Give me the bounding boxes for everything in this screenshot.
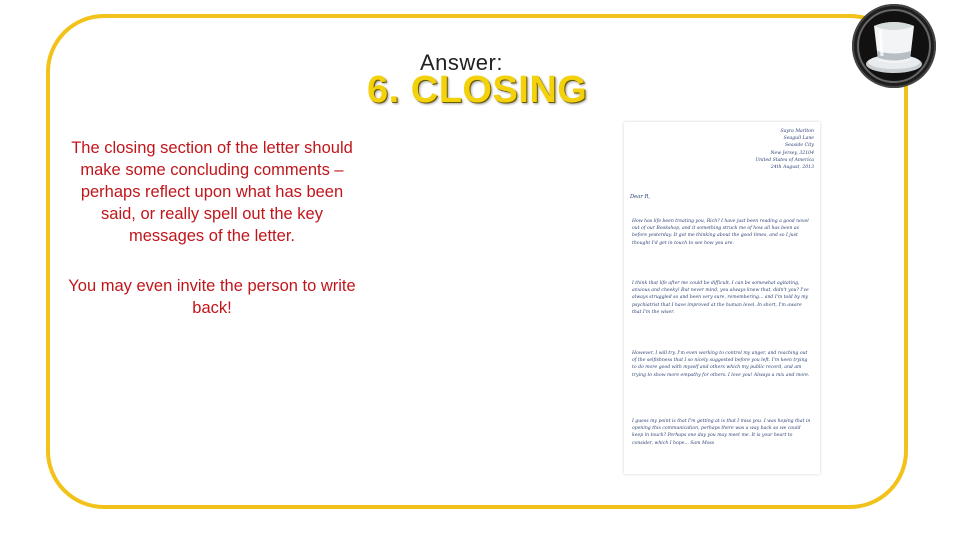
- address-line: Seagull Lane: [783, 136, 814, 142]
- letter-salutation: Dear R,: [630, 194, 651, 200]
- top-hat-icon: [852, 4, 936, 88]
- letter-address: [724, 128, 814, 171]
- section-heading: 6. CLOSING: [367, 69, 588, 111]
- example-letter-image: [624, 122, 820, 474]
- answer-label: Answer:: [420, 50, 503, 75]
- letter-paragraph: I think that life after me could be difficult. I can be somewhat agitating, anxious and cheeky! But never mind, you always knew that, didn't you? I've always struggled so and been very sure, remembering... and I'm told by my psychiatrist that I have improved at the human level. In short, I'm aware that I'm the wiser.: [632, 281, 809, 315]
- letter-paragraph: However, I will try. I'm even working to control my anger, and reaching out of the selfishness that I so nicely suggested before you left. I'm keen trying to do more good with myself and others which my public record, and am trying to show more empathy for others. I love you! Always a mix and more.: [632, 351, 810, 378]
- address-line: Seaside City: [785, 143, 814, 149]
- letter-paragraph: How has life been treating you, Rich? I have just been reading a good novel out of our Bookshop, and it something struck me of how all has been as before yesterday. It got me thinking about the good times, and so I just thought I'd get in touch to see how you are.: [632, 219, 809, 246]
- letter-paragraph: I guess my point is that I'm getting at is that I miss you. I was hoping that in opening this communication, perhaps there was a way back so we could keep in touch? Perhaps one day you may meet me. It is your heart to consider, which I hope... Sam Moss: [632, 419, 811, 446]
- explanation-paragraph-1: The closing section of the letter should make some concluding comments – perhaps reflect upon what has been said, or really spell out the key messages of the letter.: [71, 139, 353, 245]
- address-line: Sayra Marlton: [780, 129, 814, 134]
- address-line: 24th August, 2013: [770, 165, 814, 171]
- address-line: New Jersey, 32104: [770, 150, 814, 156]
- explanation-paragraph-2: You may even invite the person to write back!: [68, 277, 356, 317]
- explanation-text: [62, 137, 362, 347]
- address-line: United States of America: [755, 157, 814, 163]
